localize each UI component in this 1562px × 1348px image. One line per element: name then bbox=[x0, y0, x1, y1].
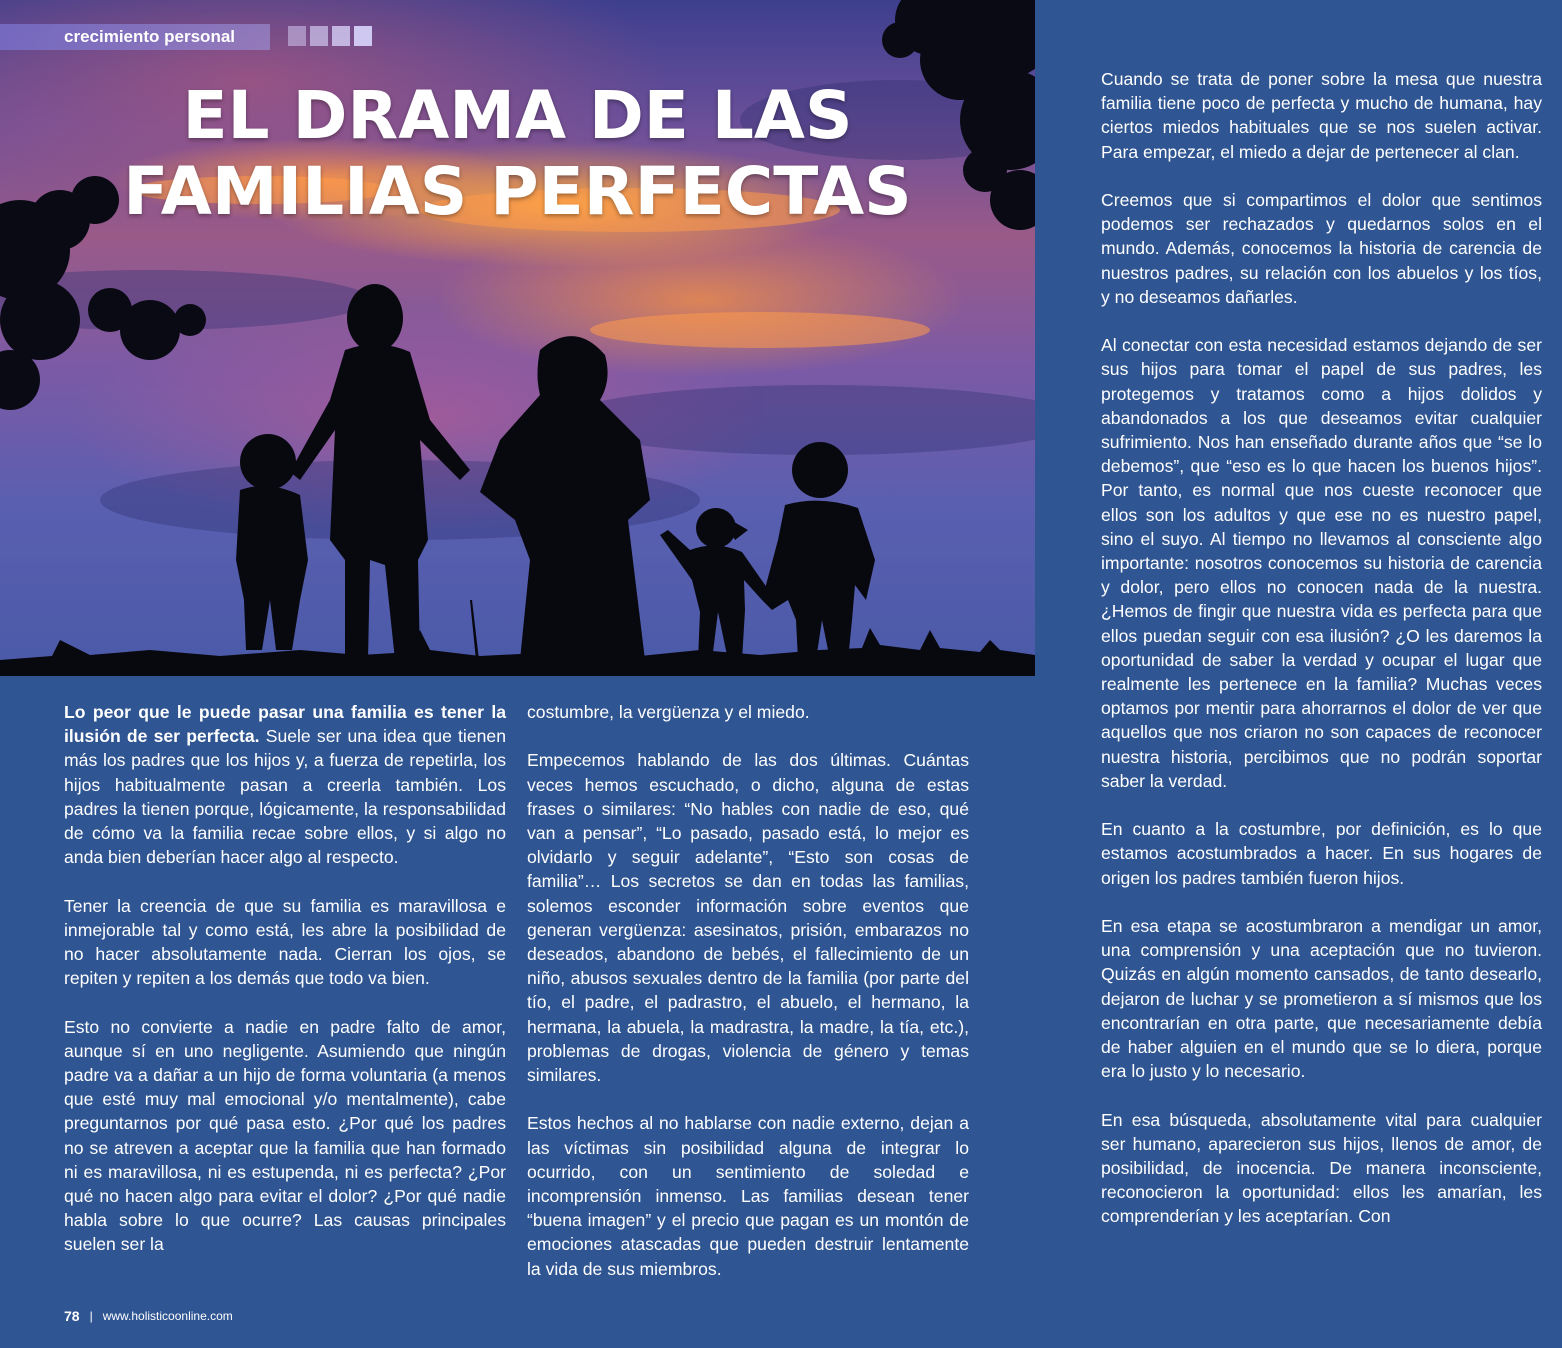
page-number: 78 bbox=[64, 1308, 80, 1324]
paragraph: Empecemos hablando de las dos últimas. Cuántas veces hemos escuchado, o dicho, alguna de estas frases o similares: “No hables con nadie de eso, qué van a pensar”, “Lo pasado, pasado está, lo mejor es olvidarlo y seguir adelante”, “Esto son cosas de familia”… Los secretos se dan en todas las familias, solemos esconder información sobre eventos que generan vergüenza: asesinatos, prisión, embarazos no deseados, abandono de bebés, el fallecimiento de un niño, abusos sexuales dentro de la familia (por parte del tío, el padre, el padrastro, el abuelo, el hermano, la hermana, la abuela, la madrastra, la madre, la tía, etc.), problemas de drogas, violencia de género y temas similares. bbox=[527, 750, 969, 1086]
paragraph: En esa búsqueda, absolutamente vital para cualquier ser humano, aparecieron sus hijos, llenos de amor, de posibilidad, de inocencia. De manera inconsciente, reconocieron la oportunidad: ellos les amarían, les comprenderían y les aceptarían. Con bbox=[1101, 1109, 1542, 1227]
text-column-1 bbox=[64, 700, 506, 1281]
title-line-1: EL DRAMA DE LAS bbox=[182, 77, 853, 154]
lead-text: Lo peor que le puede pasar una familia es tener la ilusión de ser perfecta. bbox=[64, 702, 506, 747]
article-title bbox=[0, 78, 1035, 230]
website-link[interactable]: www.holisticoonline.com bbox=[102, 1309, 233, 1323]
paragraph: Cuando se trata de poner sobre la mesa que nuestra familia tiene poco de perfecta y mucho de humana, hay ciertos miedos habituales que se nos suelen activar. Para empezar, el miedo a dejar de pertenecer al clan. bbox=[1101, 69, 1542, 162]
decorative-square bbox=[354, 26, 372, 46]
page-footer bbox=[64, 1308, 233, 1324]
section-label: crecimiento personal bbox=[64, 27, 236, 46]
text-column-2 bbox=[527, 700, 969, 1305]
decorative-square bbox=[332, 26, 350, 46]
paragraph: Tener la creencia de que su familia es maravillosa e inmejorable tal y como está, les abre la posibilidad de no hacer absolutamente nada. Cierran los ojos, se repiten y repiten a los demás que todo va bien. bbox=[64, 895, 506, 989]
paragraph: costumbre, la vergüenza y el miedo. bbox=[527, 702, 810, 722]
paragraph: Estos hechos al no hablarse con nadie externo, dejan a las víctimas sin posibilidad alguna de integrar lo ocurrido, con un sentimiento de soledad e incomprensión inmenso. Las familias desean tener “buena imagen” y el precio que pagan es un montón de emociones atascadas que pueden destruir lentamente la vida de sus miembros. bbox=[527, 1113, 969, 1279]
decorative-square bbox=[288, 26, 306, 46]
paragraph: Al conectar con esta necesidad estamos dejando de ser sus hijos para tomar el papel de sus padres, les protegemos y tratamos como a hijos dolidos y abandonados a los que deseamos evitar cualquier sufrimiento. Nos han enseñado durante años que “se lo debemos”, que “eso es lo que hacen los buenos hijos”. Por tanto, es normal que nos cueste reconocer que ellos son los adultos y que ese no es nuestro papel, sino el suyo. Al tiempo no llevamos al consciente algo importante: nosotros conocemos su historia de carencia y dolor, pero ellos no conocen nada de la nuestra. ¿Hemos de fingir que nuestra vida es perfecta para que ellos puedan seguir con esa ilusión? ¿O les daremos la oportunidad de saber la verdad y ocupar el lugar que realmente les pertenece en la familia? Muchas veces optamos por mentir para ahorrarnos el dolor de ver que aquellos que nos criaron no son capaces de reconocer nuestra historia, percibimos que no podrán soportar saber la verdad. bbox=[1101, 335, 1542, 791]
title-line-2: FAMILIAS PERFECTAS bbox=[123, 153, 912, 230]
paragraph: En cuanto a la costumbre, por definición, es lo que estamos acostumbrados a hacer. En sus hogares de origen los padres también fueron hijos. bbox=[1101, 819, 1542, 888]
paragraph: En esa etapa se acostumbraron a mendigar un amor, una comprensión y una aceptación que no tuvieron. Quizás en algún momento cansados, de tanto desearlo, dejaron de luchar y se prometieron a sí mismos que los encontrarían en otra parte, que necesariamente debía de haber alguien en el mundo que se lo diera, porque era lo justo y lo necesario. bbox=[1101, 916, 1542, 1082]
paragraph-text: Suele ser una idea que tienen más los padres que los hijos y, a fuerza de repetirla, los hijos habitualmente pasan a creerla también. Los padres la tienen porque, lógicamente, la responsabilidad de cómo va la familia recae sobre ellos, y si algo no anda bien deberían hacer algo al respecto. bbox=[64, 726, 506, 868]
decorative-square bbox=[310, 26, 328, 46]
paragraph: Esto no convierte a nadie en padre falto de amor, aunque sí en uno negligente. Asumiendo que ningún padre va a dañar a un hijo de forma voluntaria (a menos que esté muy mal emocional y/o mentalmente), cabe preguntarnos por qué pasa esto. ¿Por qué los padres no se atreven a aceptar que la familia que han formado ni es maravillosa, ni es estupenda, ni es perfecta? ¿Por qué no hacen algo para evitar el dolor? ¿Por qué nadie habla sobre lo que ocurre? Las causas principales suelen ser la bbox=[64, 1016, 506, 1255]
text-column-3 bbox=[1101, 67, 1542, 1253]
paragraph: Creemos que si compartimos el dolor que sentimos podemos ser rechazados y quedarnos solos en el mundo. Además, conocemos la historia de carencia de nuestros padres, su relación con los abuelos y los tíos, y no deseamos dañarles. bbox=[1101, 190, 1542, 307]
section-tag bbox=[0, 24, 380, 50]
footer-separator: | bbox=[89, 1309, 93, 1323]
hero-image bbox=[0, 0, 1035, 676]
paragraph bbox=[64, 700, 506, 869]
